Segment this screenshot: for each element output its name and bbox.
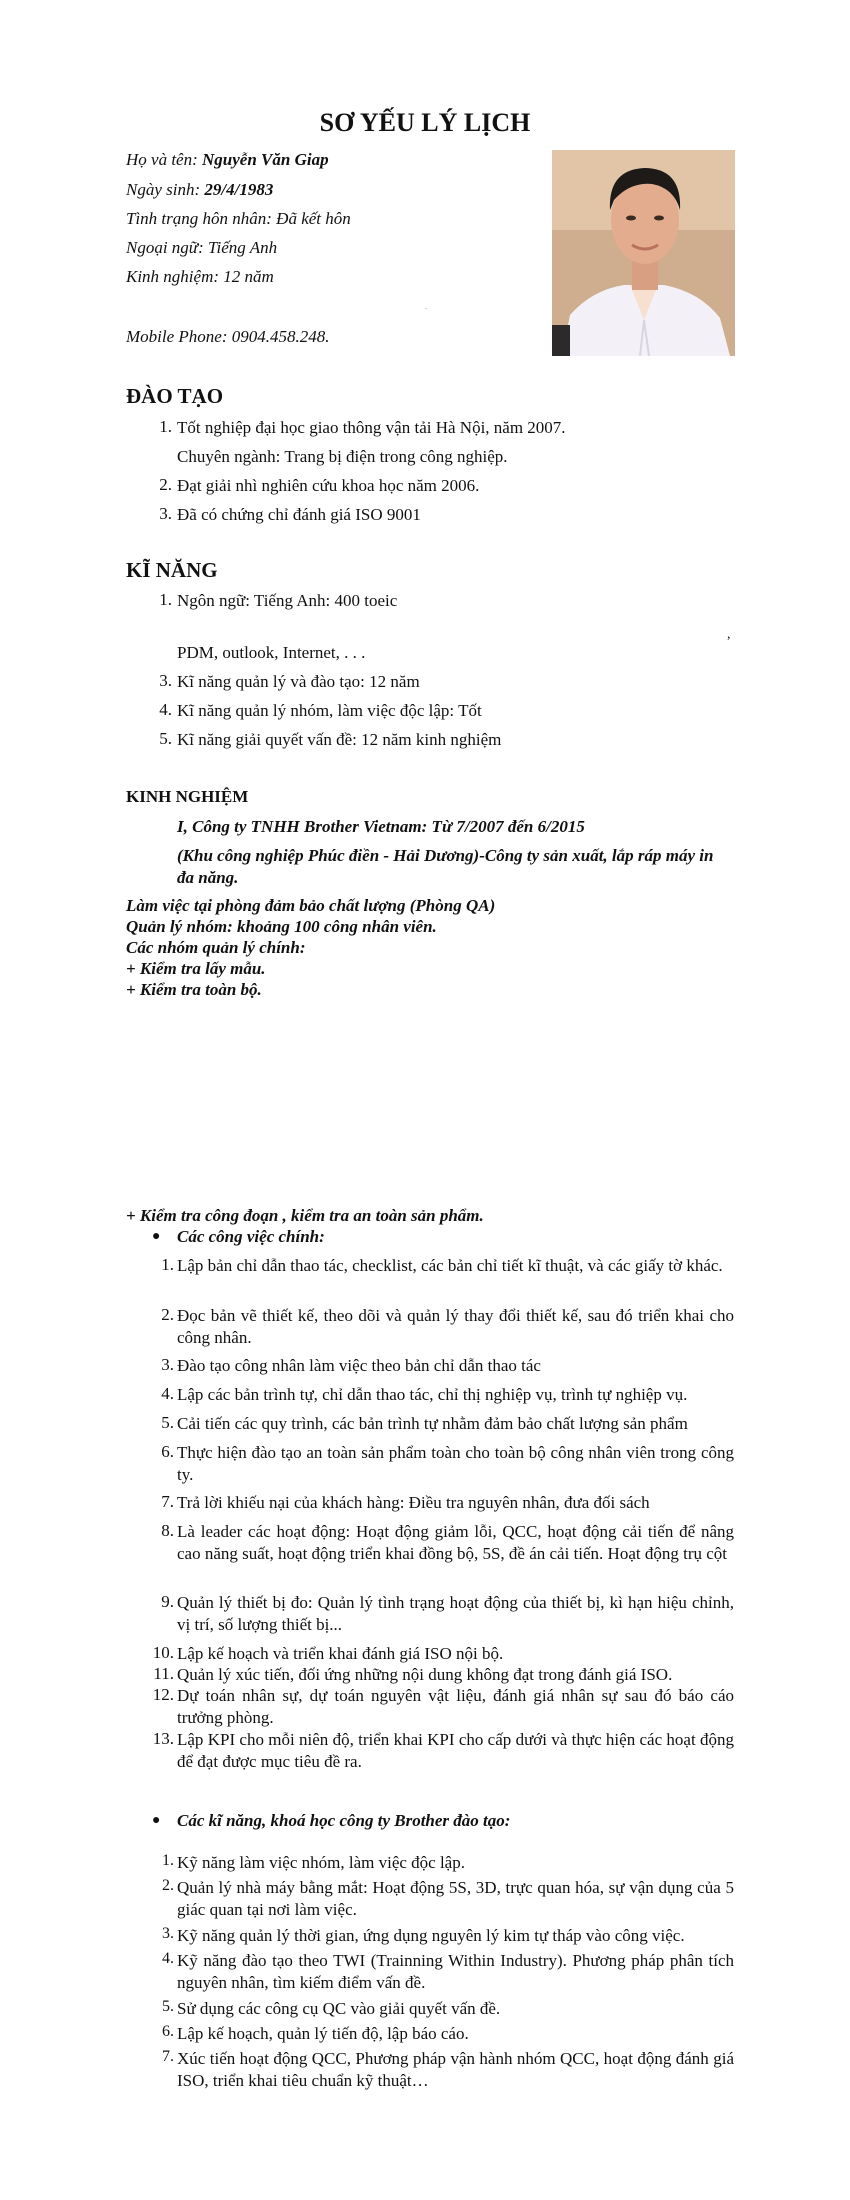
- training-item-1: Kỹ năng làm việc nhóm, làm việc độc lập.: [177, 1853, 465, 1872]
- training-num-2: 2.: [162, 1877, 174, 1894]
- dept-line-4: + Kiểm tra lấy mẫu.: [126, 959, 266, 978]
- work-num-7: 7.: [161, 1492, 174, 1511]
- edu-item-1-line-1: Tốt nghiệp đại học giao thông vận tải Hà Nội, năm 2007.: [177, 418, 566, 437]
- dob-label: Ngày sinh:: [126, 180, 205, 199]
- skill-num-1: 1.: [159, 590, 172, 609]
- work-item-1: Lập bản chỉ dẫn thao tác, checklist, các bản chỉ tiết kĩ thuật, và các giấy tờ khác.: [177, 1256, 723, 1275]
- bullet-icon: ●: [152, 1813, 161, 1828]
- work-item-12: Dự toán nhân sự, dự toán nguyên vật liệu, đánh giá nhân sự sau đó báo cáo trưởng phòng.: [177, 1686, 734, 1727]
- dept-line-3: Các nhóm quản lý chính:: [126, 938, 306, 957]
- training-item-7: Xúc tiến hoạt động QCC, Phương pháp vận hành nhóm QCC, hoạt động đánh giá ISO, triển khai tiêu chuẩn kỹ thuật…: [177, 2049, 734, 2090]
- work-item-13: Lập KPI cho mỗi niên độ, triển khai KPI cho cấp dưới và thực hiện các hoạt động để đạt được mục tiêu đề ra.: [177, 1730, 734, 1771]
- edu-num-2: 2.: [159, 475, 172, 494]
- dob-value: 29/4/1983: [204, 180, 274, 199]
- dob-line: [126, 180, 273, 200]
- work-num-5: 5.: [161, 1413, 174, 1432]
- portrait-photo: [552, 150, 735, 356]
- training-item-2: Quản lý nhà máy bằng mắt: Hoạt động 5S, 3D, trực quan hóa, sự vận dụng của 5 giác quan tại nơi làm việc.: [177, 1878, 734, 1919]
- training-heading: Các kĩ năng, khoá học công ty Brother đào tạo:: [177, 1811, 511, 1830]
- work-item-3: Đào tạo công nhân làm việc theo bản chỉ dẫn thao tác: [177, 1356, 541, 1375]
- dept-line-5: + Kiểm tra toàn bộ.: [126, 980, 262, 999]
- dept-line-6: + Kiểm tra công đoạn , kiểm tra an toàn sản phẩm.: [126, 1206, 484, 1225]
- work-item-2: Đọc bản vẽ thiết kế, theo dõi và quản lý thay đổi thiết kế, sau đó triển khai cho công nhân.: [177, 1306, 734, 1347]
- training-num-1: 1.: [162, 1852, 174, 1869]
- skill-item-4: Kĩ năng quản lý nhóm, làm việc độc lập: Tốt: [177, 701, 482, 720]
- dept-line-1: Làm việc tại phòng đảm bảo chất lượng (Phòng QA): [126, 896, 496, 915]
- work-item-10: Lập kế hoạch và triển khai đánh giá ISO nội bộ.: [177, 1644, 504, 1663]
- stray-comma: ,: [727, 627, 731, 642]
- skill-num-3: 3.: [159, 671, 172, 690]
- work-num-13: 13.: [152, 1729, 174, 1748]
- name-line: [126, 150, 329, 170]
- foreign-language: Ngoại ngữ: Tiếng Anh: [126, 238, 278, 257]
- work-num-3: 3.: [161, 1355, 174, 1374]
- skills-heading: KĨ NĂNG: [126, 558, 218, 582]
- main-work-heading: Các công việc chính:: [177, 1227, 325, 1246]
- work-item-7: Trả lời khiếu nại của khách hàng: Điều tra nguyên nhân, đưa đối sách: [177, 1493, 650, 1512]
- work-num-8: 8.: [161, 1521, 174, 1540]
- skill-num-5: 5.: [159, 729, 172, 748]
- training-item-6: Lập kế hoạch, quản lý tiến độ, lập báo cáo.: [177, 2024, 469, 2043]
- training-num-6: 6.: [162, 2023, 174, 2040]
- education-heading: ĐÀO TẠO: [126, 384, 224, 408]
- training-num-5: 5.: [162, 1998, 174, 2015]
- dept-line-2: Quản lý nhóm: khoảng 100 công nhân viên.: [126, 917, 437, 936]
- training-item-3: Kỹ năng quản lý thời gian, ứng dụng nguyên lý kim tự tháp vào công việc.: [177, 1926, 685, 1945]
- page-title: SƠ YẾU LÝ LỊCH: [319, 108, 531, 137]
- work-num-6: 6.: [161, 1442, 174, 1461]
- training-item-4: Kỹ năng đào tạo theo TWI (Trainning Within Industry). Phương pháp phân tích nguyên nhân, tìm kiếm điểm vấn đề.: [177, 1951, 734, 1992]
- name-label: Họ và tên:: [126, 150, 203, 169]
- work-num-10: 10.: [152, 1643, 174, 1662]
- company-description: (Khu công nghiệp Phúc điền - Hải Dương)-Công ty sản xuất, lắp ráp máy in đa năng.: [177, 846, 714, 887]
- bullet-icon: ●: [152, 1229, 161, 1244]
- skill-item-3: Kĩ năng quản lý và đào tạo: 12 năm: [177, 672, 420, 691]
- work-num-11: 11.: [153, 1664, 174, 1683]
- skill-item-2: PDM, outlook, Internet, . . .: [177, 643, 366, 662]
- company-line: I, Công ty TNHH Brother Vietnam: Từ 7/2007 đến 6/2015: [177, 817, 585, 836]
- work-item-4: Lập các bản trình tự, chỉ dẫn thao tác, chỉ thị nghiệp vụ, trình tự nghiệp vụ.: [177, 1385, 688, 1404]
- training-num-4: 4.: [162, 1950, 174, 1967]
- work-num-4: 4.: [161, 1384, 174, 1403]
- work-item-11: Quản lý xúc tiến, đối ứng những nội dung không đạt trong đánh giá ISO.: [177, 1665, 673, 1684]
- experience-years: Kinh nghiệm: 12 năm: [126, 267, 274, 286]
- work-item-5: Cải tiến các quy trình, các bản trình tự nhằm đảm bảo chất lượng sản phẩm: [177, 1414, 688, 1433]
- training-item-5: Sử dụng các công cụ QC vào giải quyết vấn đề.: [177, 1999, 501, 2018]
- training-num-7: 7.: [162, 2048, 174, 2065]
- edu-item-2: Đạt giải nhì nghiên cứu khoa học năm 2006.: [177, 476, 480, 495]
- work-num-1: 1.: [161, 1255, 174, 1274]
- work-num-2: 2.: [161, 1305, 174, 1324]
- work-num-12: 12.: [152, 1685, 174, 1704]
- skill-item-1: Ngôn ngữ: Tiếng Anh: 400 toeic: [177, 591, 398, 610]
- work-item-8: Là leader các hoạt động: Hoạt động giảm lỗi, QCC, hoạt động cải tiến để nâng cao năng suất, hoạt động triển khai đồng bộ, 5S, đề án cải tiến. Hoạt động trụ cột: [177, 1522, 734, 1563]
- work-num-9: 9.: [161, 1592, 174, 1611]
- mobile-phone: Mobile Phone: 0904.458.248.: [126, 327, 330, 346]
- marital-status: Tình trạng hôn nhân: Đã kết hôn: [126, 209, 351, 228]
- skill-item-5: Kĩ năng giải quyết vấn đề: 12 năm kinh nghiệm: [177, 730, 502, 749]
- stray-dot: .: [425, 302, 427, 311]
- edu-item-3: Đã có chứng chỉ đánh giá ISO 9001: [177, 505, 421, 524]
- edu-num-3: 3.: [159, 504, 172, 523]
- name-value: Nguyễn Văn Giap: [202, 150, 329, 169]
- work-item-6: Thực hiện đào tạo an toàn sản phẩm toàn cho toàn bộ công nhân viên trong công ty.: [177, 1443, 734, 1484]
- training-num-3: 3.: [162, 1925, 174, 1942]
- edu-item-1-line-2: Chuyên ngành: Trang bị điện trong công nghiệp.: [177, 447, 508, 466]
- skill-num-4: 4.: [159, 700, 172, 719]
- work-item-9: Quản lý thiết bị đo: Quản lý tình trạng hoạt động của thiết bị, kì hạn hiệu chỉnh, vị trí, số lượng thiết bị...: [177, 1593, 734, 1634]
- edu-num-1: 1.: [159, 417, 172, 436]
- experience-heading: KINH NGHIỆM: [126, 787, 249, 806]
